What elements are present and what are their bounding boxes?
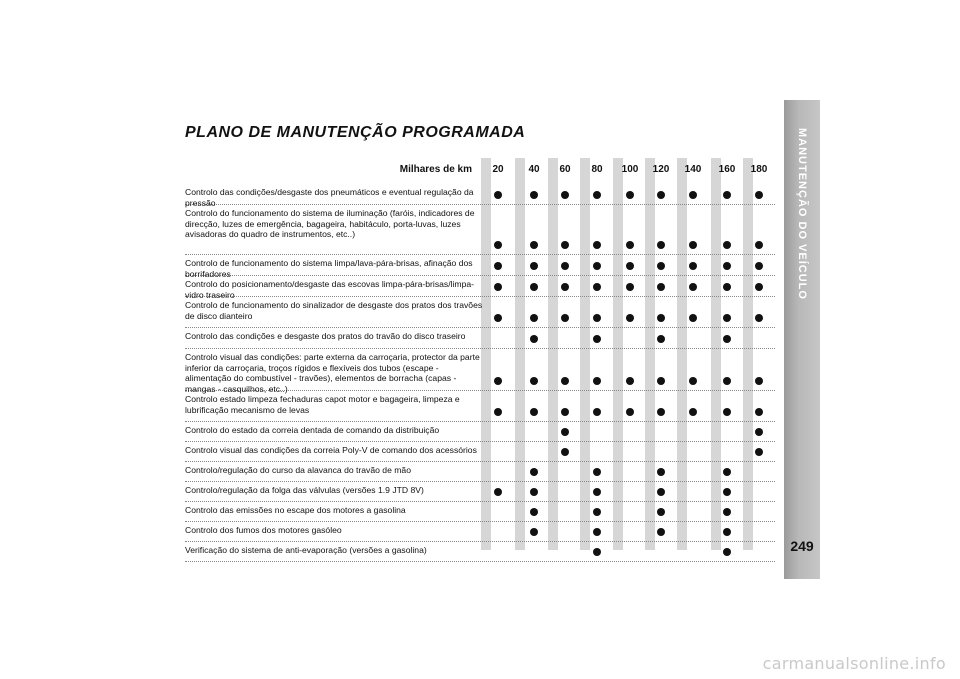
maintenance-item-label: Controlo dos fumos dos motores gasóleo bbox=[185, 525, 342, 535]
scheduled-check-dot bbox=[530, 262, 538, 270]
scheduled-check-dot bbox=[689, 408, 697, 416]
maintenance-item-label: Controlo/regulação da folga das válvulas (versões 1.9 JTD 8V) bbox=[185, 485, 424, 495]
page-number: 249 bbox=[790, 538, 814, 554]
scheduled-check-dot bbox=[494, 241, 502, 249]
scheduled-check-dot bbox=[723, 528, 731, 536]
interval-header: 180 bbox=[750, 164, 768, 175]
interval-header: 120 bbox=[652, 164, 670, 175]
scheduled-check-dot bbox=[657, 314, 665, 322]
scheduled-check-dot bbox=[723, 314, 731, 322]
table-row bbox=[185, 502, 775, 522]
scheduled-check-dot bbox=[657, 262, 665, 270]
scheduled-check-dot bbox=[561, 262, 569, 270]
scheduled-check-dot bbox=[626, 283, 634, 291]
scheduled-check-dot bbox=[723, 408, 731, 416]
scheduled-check-dot bbox=[494, 191, 502, 199]
scheduled-check-dot bbox=[494, 377, 502, 385]
scheduled-check-dot bbox=[561, 283, 569, 291]
scheduled-check-dot bbox=[593, 488, 601, 496]
scheduled-check-dot bbox=[561, 241, 569, 249]
scheduled-check-dot bbox=[689, 262, 697, 270]
scheduled-check-dot bbox=[755, 241, 763, 249]
table-row bbox=[185, 255, 775, 279]
maintenance-item-label: Controlo de funcionamento do sinalizador de desgaste dos pratos dos travões de disco dianteiro bbox=[185, 300, 483, 321]
maintenance-item-label: Controlo visual das condições: parte externa da carroçaria, protector da parte inferior da carroçaria, troços rígidos e flexíveis dos tubos (escape - alimentação do combustível - travões), elementos de borracha (capas - mangas - casquilhos, etc..) bbox=[185, 352, 480, 394]
scheduled-check-dot bbox=[561, 314, 569, 322]
scheduled-check-dot bbox=[657, 191, 665, 199]
table-row bbox=[185, 297, 775, 328]
maintenance-item-label: Controlo do estado da correia dentada de comando da distribuição bbox=[185, 425, 440, 435]
scheduled-check-dot bbox=[561, 428, 569, 436]
table-row bbox=[185, 184, 775, 208]
scheduled-check-dot bbox=[723, 262, 731, 270]
scheduled-check-dot bbox=[755, 408, 763, 416]
table-row bbox=[185, 542, 775, 562]
scheduled-check-dot bbox=[689, 377, 697, 385]
scheduled-check-dot bbox=[723, 468, 731, 476]
interval-header: 100 bbox=[621, 164, 639, 175]
scheduled-check-dot bbox=[530, 508, 538, 516]
scheduled-check-dot bbox=[657, 488, 665, 496]
maintenance-item-label: Controlo das emissões no escape dos motores a gasolina bbox=[185, 505, 406, 515]
table-row bbox=[185, 276, 775, 300]
page-title: PLANO DE MANUTENÇÃO PROGRAMADA bbox=[185, 124, 526, 141]
scheduled-check-dot bbox=[530, 468, 538, 476]
scheduled-check-dot bbox=[593, 262, 601, 270]
scheduled-check-dot bbox=[657, 241, 665, 249]
maintenance-item-label: Controlo visual das condições da correia Poly-V de comando dos acessórios bbox=[185, 445, 477, 455]
scheduled-check-dot bbox=[593, 314, 601, 322]
scheduled-check-dot bbox=[494, 488, 502, 496]
scheduled-check-dot bbox=[626, 262, 634, 270]
scheduled-check-dot bbox=[494, 262, 502, 270]
maintenance-item-label: Controlo das condições e desgaste dos pratos do travão do disco traseiro bbox=[185, 331, 466, 341]
scheduled-check-dot bbox=[593, 548, 601, 556]
scheduled-check-dot bbox=[494, 283, 502, 291]
scheduled-check-dot bbox=[657, 528, 665, 536]
scheduled-check-dot bbox=[561, 377, 569, 385]
maintenance-item-label: Controlo/regulação do curso da alavanca do travão de mão bbox=[185, 465, 411, 475]
scheduled-check-dot bbox=[755, 262, 763, 270]
table-row bbox=[185, 205, 775, 255]
table-row bbox=[185, 462, 775, 482]
scheduled-check-dot bbox=[626, 241, 634, 249]
interval-header: 160 bbox=[718, 164, 736, 175]
scheduled-check-dot bbox=[561, 191, 569, 199]
table-row bbox=[185, 442, 775, 462]
scheduled-check-dot bbox=[530, 377, 538, 385]
maintenance-item-label: Controlo das condições/desgaste dos pneumáticos e eventual regulação da pressão bbox=[185, 187, 474, 208]
table-row bbox=[185, 422, 775, 442]
table-row bbox=[185, 328, 775, 349]
scheduled-check-dot bbox=[723, 191, 731, 199]
scheduled-check-dot bbox=[561, 408, 569, 416]
table-row bbox=[185, 391, 775, 422]
scheduled-check-dot bbox=[561, 448, 569, 456]
scheduled-check-dot bbox=[593, 528, 601, 536]
table-header bbox=[185, 158, 775, 184]
scheduled-check-dot bbox=[755, 283, 763, 291]
watermark: carmanualsonline.info bbox=[762, 654, 946, 673]
maintenance-item-label: Controlo estado limpeza fechaduras capot motor e bagageira, limpeza e lubrificação mecanismo de levas bbox=[185, 394, 460, 415]
scheduled-check-dot bbox=[530, 314, 538, 322]
header-label-km: Milhares de km bbox=[399, 164, 472, 175]
scheduled-check-dot bbox=[593, 283, 601, 291]
scheduled-check-dot bbox=[626, 314, 634, 322]
scheduled-check-dot bbox=[530, 283, 538, 291]
scheduled-check-dot bbox=[530, 335, 538, 343]
scheduled-check-dot bbox=[657, 508, 665, 516]
maintenance-item-label: Controlo de funcionamento do sistema limpa/lava-pára-brisas, afinação dos borrifadores bbox=[185, 258, 473, 279]
section-side-tab bbox=[784, 100, 820, 579]
scheduled-check-dot bbox=[593, 241, 601, 249]
scheduled-check-dot bbox=[593, 408, 601, 416]
scheduled-check-dot bbox=[723, 508, 731, 516]
maintenance-item-label: Controlo do funcionamento do sistema de iluminação (faróis, indicadores de direcção, luzes de emergência, bagageira, habitáculo, porta-luvas, luzes avisadoras do quadro de instrumentos, etc..) bbox=[185, 208, 475, 239]
interval-header: 20 bbox=[492, 164, 504, 175]
interval-header: 40 bbox=[528, 164, 540, 175]
scheduled-check-dot bbox=[530, 488, 538, 496]
scheduled-check-dot bbox=[626, 408, 634, 416]
scheduled-check-dot bbox=[755, 448, 763, 456]
scheduled-check-dot bbox=[723, 488, 731, 496]
scheduled-check-dot bbox=[494, 408, 502, 416]
scheduled-check-dot bbox=[530, 408, 538, 416]
scheduled-check-dot bbox=[530, 191, 538, 199]
scheduled-check-dot bbox=[593, 468, 601, 476]
scheduled-check-dot bbox=[657, 408, 665, 416]
scheduled-check-dot bbox=[657, 377, 665, 385]
scheduled-check-dot bbox=[755, 428, 763, 436]
maintenance-schedule-table bbox=[185, 158, 775, 555]
scheduled-check-dot bbox=[593, 335, 601, 343]
scheduled-check-dot bbox=[689, 283, 697, 291]
scheduled-check-dot bbox=[657, 335, 665, 343]
scheduled-check-dot bbox=[657, 283, 665, 291]
scheduled-check-dot bbox=[626, 377, 634, 385]
scheduled-check-dot bbox=[689, 314, 697, 322]
maintenance-item-label: Controlo do posicionamento/desgaste das escovas limpa-pára-brisas/limpa-vidro traseiro bbox=[185, 279, 474, 300]
table-row bbox=[185, 349, 775, 394]
scheduled-check-dot bbox=[723, 283, 731, 291]
scheduled-check-dot bbox=[530, 241, 538, 249]
scheduled-check-dot bbox=[689, 191, 697, 199]
scheduled-check-dot bbox=[593, 377, 601, 385]
table-row bbox=[185, 522, 775, 542]
scheduled-check-dot bbox=[593, 508, 601, 516]
scheduled-check-dot bbox=[723, 377, 731, 385]
scheduled-check-dot bbox=[755, 191, 763, 199]
scheduled-check-dot bbox=[723, 548, 731, 556]
maintenance-item-label: Verificação do sistema de anti-evaporação (versões a gasolina) bbox=[185, 545, 427, 555]
scheduled-check-dot bbox=[689, 241, 697, 249]
scheduled-check-dot bbox=[530, 528, 538, 536]
interval-header: 60 bbox=[559, 164, 571, 175]
section-title-vertical: MANUTENÇÃO DO VEÍCULO bbox=[796, 128, 808, 300]
scheduled-check-dot bbox=[723, 335, 731, 343]
scheduled-check-dot bbox=[494, 314, 502, 322]
scheduled-check-dot bbox=[626, 191, 634, 199]
scheduled-check-dot bbox=[723, 241, 731, 249]
scheduled-check-dot bbox=[755, 314, 763, 322]
scheduled-check-dot bbox=[657, 468, 665, 476]
scheduled-check-dot bbox=[755, 377, 763, 385]
table-row bbox=[185, 482, 775, 502]
interval-header: 80 bbox=[591, 164, 603, 175]
scheduled-check-dot bbox=[593, 191, 601, 199]
interval-header: 140 bbox=[684, 164, 702, 175]
